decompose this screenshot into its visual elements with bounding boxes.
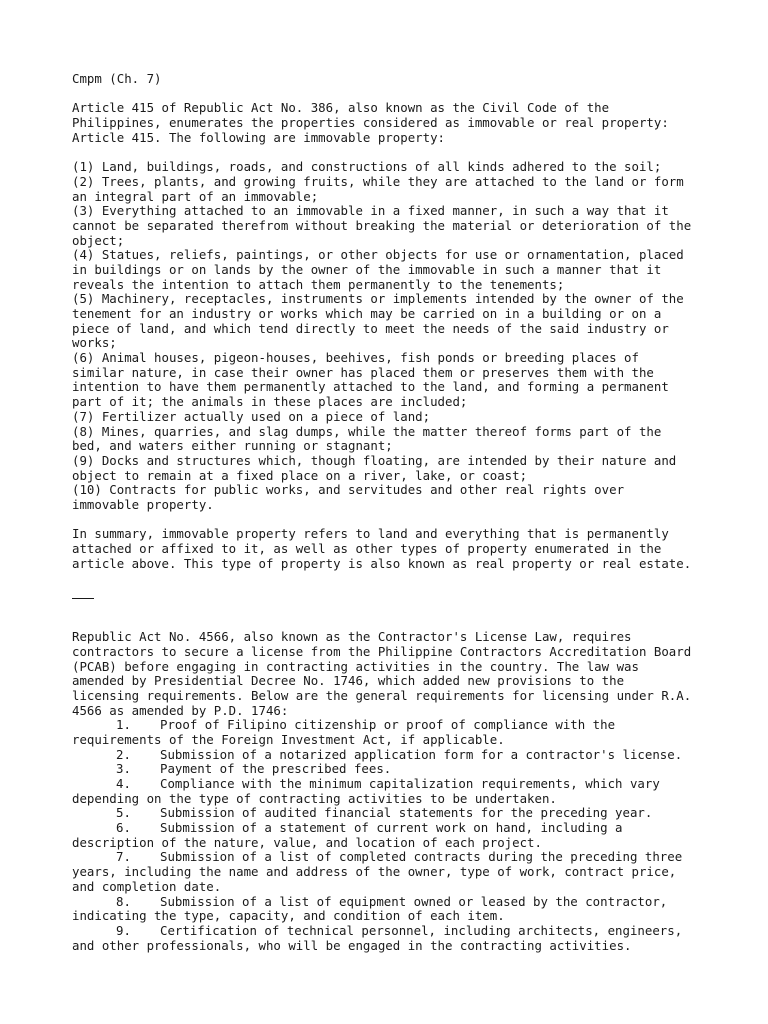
summary-paragraph [72,527,712,571]
requirements-list [72,718,712,953]
requirement-text: Submission of a notarized application form for a contractor's license. [160,746,683,762]
list-line: piece of land, and which tend directly to meet the needs of the said industry or [72,320,669,336]
requirement-number: 3. [116,761,131,777]
immovable-property-list [72,160,712,513]
requirement-text: Payment of the prescribed fees. [160,761,392,777]
list-line: (8) Mines, quarries, and slag dumps, while the matter thereof forms part of the [72,423,662,439]
list-line: (3) Everything attached to an immovable in a fixed manner, in such a way that it [72,203,669,219]
list-line: similar nature, in case their owner has placed them or preserves them with the [72,364,654,380]
text-line: Article 415. The following are immovable property: [72,129,445,145]
requirement-text: Submission of a list of equipment owned or leased by the contractor, [160,893,668,909]
requirement-item [72,850,712,865]
spacer [72,601,712,616]
list-line: (4) Statues, reliefs, paintings, or other objects for use or ornamentation, placed [72,247,684,263]
text-line: Republic Act No. 4566, also known as the Contractor's License Law, requires [72,629,632,645]
requirement-number: 7. [116,849,131,865]
list-line: bed, and waters either running or stagnant; [72,438,393,454]
requirement-item [72,806,712,821]
requirement-item [72,924,712,939]
document-header: Cmpm (Ch. 7) [72,71,162,86]
requirement-item [72,821,712,836]
list-line: (7) Fertilizer actually used on a piece of land; [72,408,431,424]
list-line: cannot be separated therefrom without breaking the material or deterioration of the [72,217,692,233]
list-line: object to remain at a fixed place on a river, lake, or coast; [72,467,528,483]
text-line: 4566 as amended by P.D. 1746: [72,702,289,718]
requirement-item [72,777,712,792]
list-line: (10) Contracts for public works, and servitudes and other real rights over [72,482,625,498]
spacer [72,571,712,586]
text-line: contractors to secure a license from the Philippine Contractors Accreditation Board [72,643,692,659]
list-line: (6) Animal houses, pigeon-houses, beehives, fish ponds or breeding places of [72,350,639,366]
document-page [72,72,712,953]
ra4566-paragraph [72,630,712,718]
requirement-continuation: description of the nature, value, and location of each project. [72,834,542,850]
requirement-text: Proof of Filipino citizenship or proof of compliance with the [160,717,616,733]
requirement-number: 4. [116,776,131,791]
list-line: immovable property. [72,496,214,512]
requirement-text: Compliance with the minimum capitalization requirements, which vary [160,776,660,791]
list-line: (2) Trees, plants, and growing fruits, while they are attached to the land or form [72,173,684,189]
requirement-item [72,718,712,733]
requirement-continuation: and other professionals, who will be engaged in the contracting activities. [72,937,632,953]
text-line: Article 415 of Republic Act No. 386, also known as the Civil Code of the [72,100,610,116]
text-line: (PCAB) before engaging in contracting activities in the country. The law was [72,658,639,674]
list-line: part of it; the animals in these places are included; [72,394,468,410]
requirement-item [72,895,712,910]
list-line: works; [72,335,117,351]
requirement-number: 1. [116,717,131,733]
list-line: (9) Docks and structures which, though floating, are intended by their nature and [72,452,677,468]
requirement-text: Submission of audited financial statements for the preceding year. [160,805,653,821]
requirement-item [72,748,712,763]
requirement-number: 5. [116,805,131,821]
requirement-number: 8. [116,893,131,909]
spacer [72,513,712,528]
requirement-text: Submission of a statement of current work on hand, including a [160,820,623,836]
text-line: attached or affixed to it, as well as other types of property enumerated in the [72,541,662,556]
list-line: an integral part of an immovable; [72,188,319,204]
intro-paragraph [72,101,712,145]
requirement-number: 9. [116,922,131,938]
requirement-continuation: and completion date. [72,878,222,894]
text-line: article above. This type of property is also known as real property or real estate. [72,555,692,571]
list-line: reveals the intention to attach them permanently to the tenements; [72,276,565,292]
list-line: intention to have them permanently attached to the land, and forming a permanent [72,379,669,395]
text-line: In summary, immovable property refers to land and everything that is permanently [72,526,669,542]
requirement-number: 6. [116,820,131,836]
text-line: licensing requirements. Below are the general requirements for licensing under R.A. [72,687,692,703]
text-line: Philippines, enumerates the properties considered as immovable or real property: [72,115,669,131]
section-divider [72,598,94,599]
requirement-item [72,762,712,777]
text-line: amended by Presidential Decree No. 1746, which added new provisions to the [72,673,625,689]
requirement-number: 2. [116,746,131,762]
requirement-continuation: indicating the type, capacity, and condition of each item. [72,908,505,924]
requirement-continuation: years, including the name and address of the owner, type of work, contract price, [72,864,677,880]
list-line: object; [72,232,125,248]
list-line: (5) Machinery, receptacles, instruments or implements intended by the owner of the [72,291,684,307]
spacer [72,145,712,160]
spacer [72,87,712,102]
list-line: in buildings or on lands by the owner of the immovable in such a manner that it [72,261,662,277]
requirement-continuation: requirements of the Foreign Investment Act, if applicable. [72,731,505,747]
spacer [72,615,712,630]
requirement-text: Submission of a list of completed contracts during the preceding three [160,849,683,865]
list-line: (1) Land, buildings, roads, and constructions of all kinds adhered to the soil; [72,159,662,175]
requirement-text: Certification of technical personnel, including architects, engineers, [160,922,683,938]
list-line: tenement for an industry or works which may be carried on in a building or on a [72,306,662,321]
requirement-continuation: depending on the type of contracting activities to be undertaken. [72,790,557,806]
